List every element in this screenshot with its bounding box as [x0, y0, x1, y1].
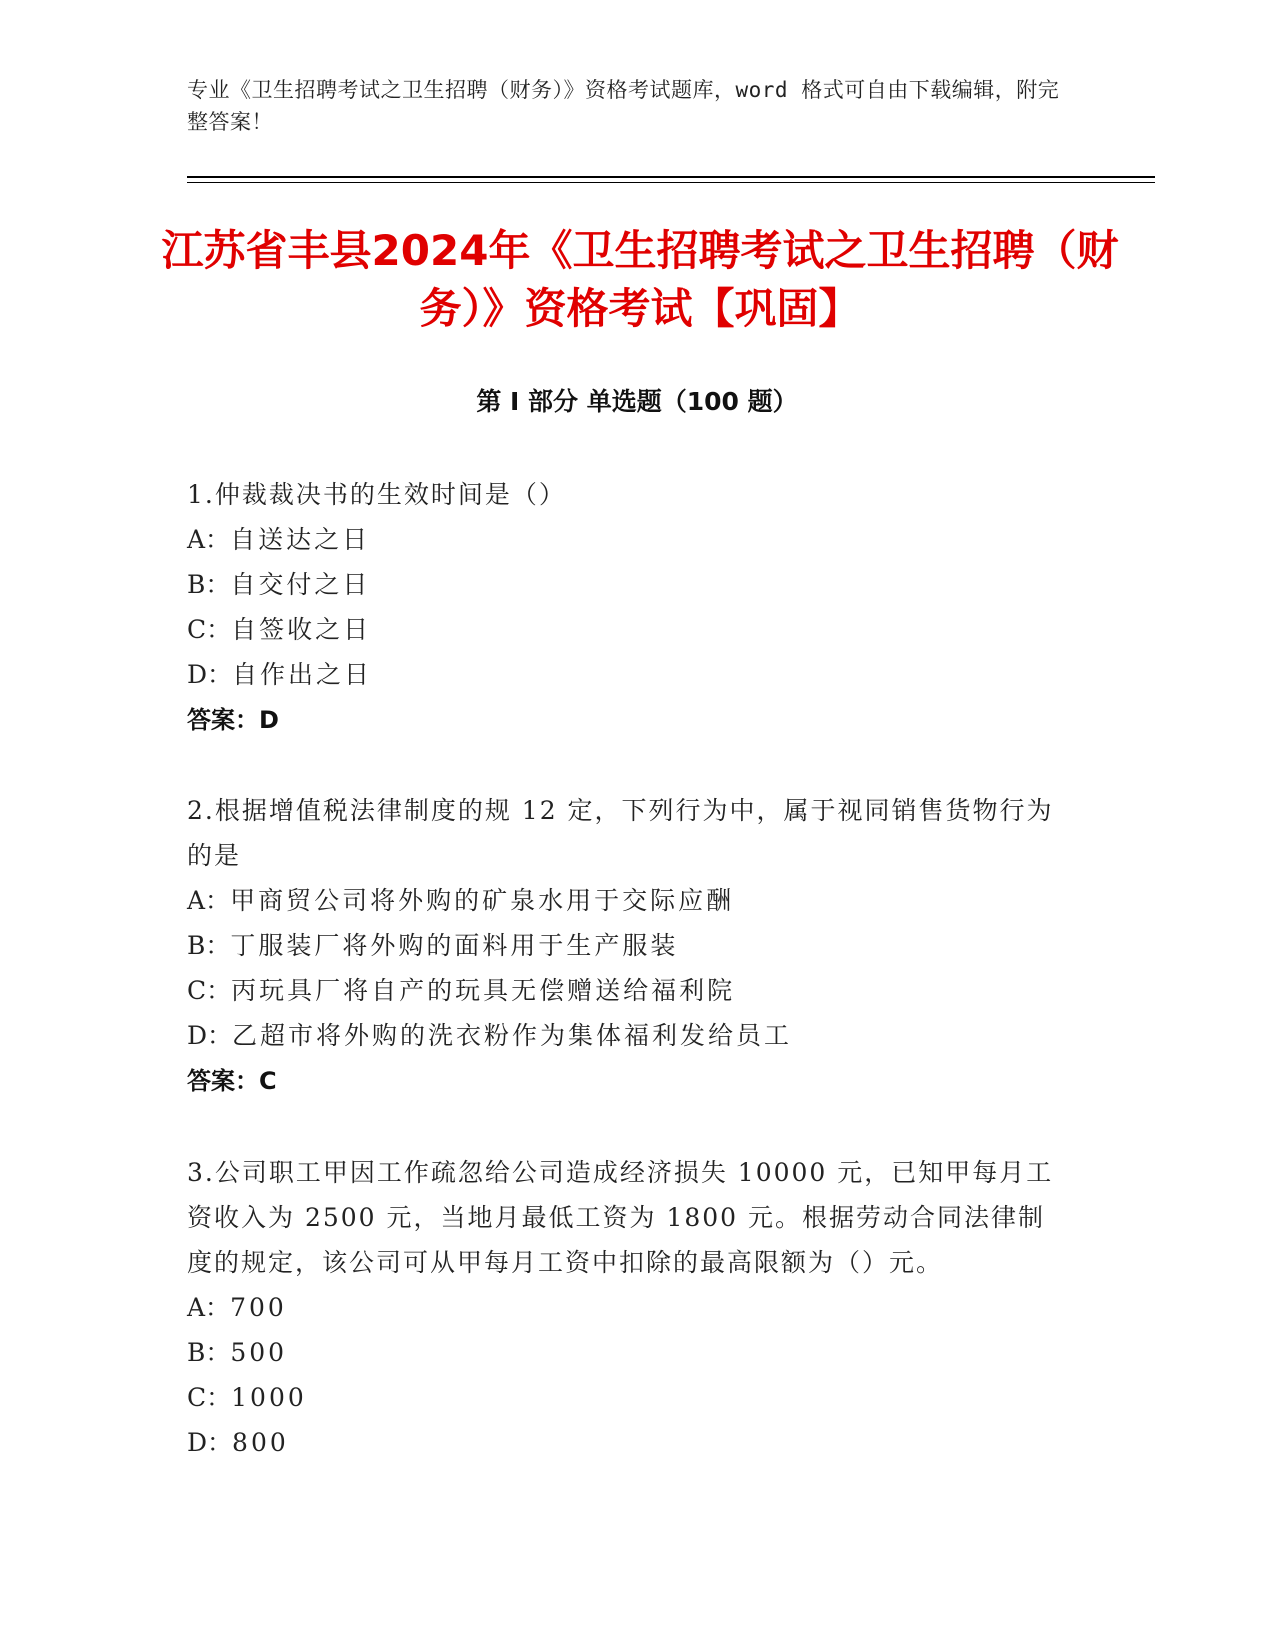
option-letter: A： [187, 525, 231, 554]
option-letter: A： [187, 1293, 231, 1322]
option-text: 丁服装厂将外购的面料用于生产服装 [230, 931, 679, 960]
section-heading: 第 I 部分 单选题（100 题） [476, 387, 798, 416]
option-letter: B： [187, 570, 231, 599]
option-b [187, 923, 1067, 968]
option-letter: C： [187, 976, 232, 1005]
option-c [187, 1375, 1067, 1420]
option-d [187, 1013, 1067, 1058]
option-letter: A： [187, 886, 231, 915]
option-letter: C： [187, 615, 232, 644]
option-text: 自作出之日 [232, 660, 373, 689]
option-b [187, 1330, 1067, 1375]
option-c [187, 607, 1067, 652]
question-stem: 3.公司职工甲因工作疏忽给公司造成经济损失 10000 元，已知甲每月工资收入为 2500 元，当地月最低工资为 1800 元。根据劳动合同法律制度的规定，该公司可从甲每月工资中扣除的最高限额为（）元。 [187, 1158, 1054, 1277]
option-text: 自送达之日 [230, 525, 371, 554]
option-a [187, 517, 1067, 562]
option-text: 自交付之日 [230, 570, 371, 599]
option-d [187, 1420, 1067, 1465]
answer-line: 答案：D [187, 706, 279, 734]
option-letter: B： [187, 1338, 231, 1367]
option-text: 1000 [231, 1383, 307, 1412]
option-text: 甲商贸公司将外购的矿泉水用于交际应酬 [230, 886, 735, 915]
option-letter: D： [187, 1021, 233, 1050]
option-text: 丙玩具厂将自产的玩具无偿赠送给福利院 [231, 976, 736, 1005]
option-d [187, 652, 1067, 697]
option-a [187, 1285, 1067, 1330]
option-letter: D： [187, 660, 233, 689]
option-letter: B： [187, 931, 231, 960]
option-c [187, 968, 1067, 1013]
question-2 [187, 788, 1067, 1104]
question-3 [187, 1150, 1067, 1465]
option-b [187, 562, 1067, 607]
option-a [187, 878, 1067, 923]
header-divider-thin [187, 182, 1155, 183]
option-letter: C： [187, 1383, 232, 1412]
answer-line: 答案：C [187, 1067, 277, 1095]
header-note: 专业《卫生招聘考试之卫生招聘（财务）》资格考试题库，word 格式可自由下载编辑，附完整答案！ [187, 78, 1060, 134]
option-text: 自签收之日 [231, 615, 372, 644]
question-stem: 1.仲裁裁决书的生效时间是（） [187, 480, 566, 509]
option-text: 700 [230, 1293, 287, 1322]
question-1 [187, 472, 1067, 743]
document-title: 江苏省丰县2024年《卫生招聘考试之卫生招聘（财务）》资格考试【巩固】 [161, 226, 1119, 333]
option-text: 乙超市将外购的洗衣粉作为集体福利发给员工 [232, 1021, 793, 1050]
option-text: 500 [230, 1338, 288, 1367]
option-letter: D： [187, 1428, 233, 1457]
question-stem: 2.根据增值税法律制度的规 12 定，下列行为中，属于视同销售货物行为的是 [187, 796, 1054, 870]
option-text: 800 [232, 1428, 289, 1457]
header-divider-thick [187, 176, 1155, 178]
